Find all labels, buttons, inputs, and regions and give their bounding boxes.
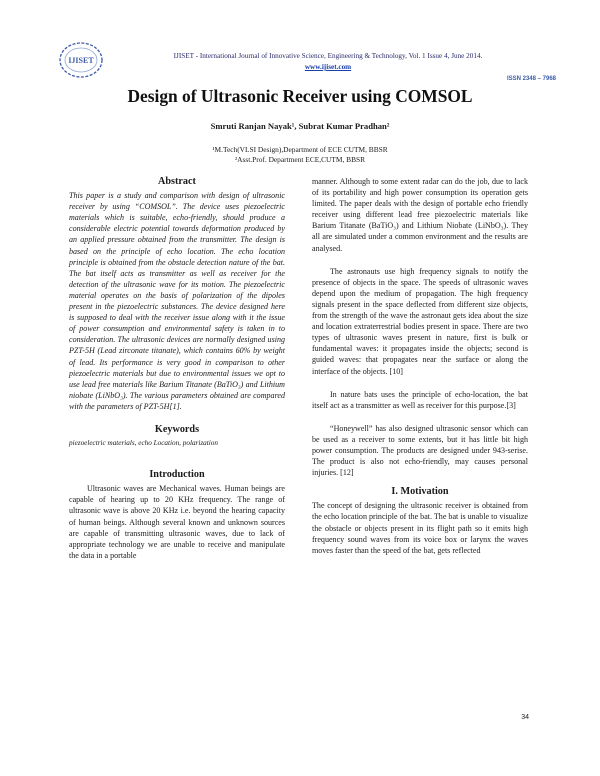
affiliation-2: ²Asst.Prof. Department ECE,CUTM, BBSR [234,155,366,164]
page-number: 34 [521,714,529,721]
abstract-text: This paper is a study and comparison with design of ultrasonic receiver by using “COMSOL”. The device uses piezoelectric materials which is suitable, echo-friendly, should produce a considerable electric potential towards deformation produced by an applied pressure obtained from the transmitter. The design is based on the principle of echo location. The echo location principle is obtained from the obstacle detection nature of the bat. The bat itself acts as transmitter as well as receiver for the detection of the ultrasonic wave for its motion. The piezoelectric material operates on the basis of polarization of the dipoles present in the piezoelectric substances. The device designed here is supposed to deal with the receiver issue along with it the issue of power consumption and environmental safety is taken in to consideration. The ultrasonic devices are normally designed using PZT-5H (Lead zirconate titanate), which contains 60% by weight of lead. Its performance is very good in comparison to other piezoelectric materials but due to environmental issues we opt to use lead free materials like Barium Titanate (BaTiO₃) and Lithium niobate (LiNbO₃). The various parameters obtained are compared with the parameters of PZT-5H[1]. [69,191,285,411]
issn-label: ISSN 2348 – 7968 [506,76,556,82]
motivation-text: The concept of designing the ultrasonic receiver is obtained from the echo location principle of the bat. The bat is unable to visualize the obstacle or objects present in its flight path so it emits high frequency sound waves from its voice box or larynx the waves moves faster than the speed of the bat, gets reflected [312,501,528,555]
journal-url-link[interactable]: www.ijiset.com [304,63,352,71]
logo-emblem-icon [58,40,104,80]
paper-title: Design of Ultrasonic Receiver using COMSOL [127,86,473,106]
journal-citation: IJISET - International Journal of Innovative Science, Engineering & Technology, Vol. 1 Issue 4, June 2014. [173,52,483,60]
journal-logo [58,40,104,80]
motivation-heading: I. Motivation [391,486,449,498]
logo-text: IJISET [68,56,94,65]
right-paragraph-4: “Honeywell” has also designed ultrasonic sensor which can be used as a receiver to some extents, but it has little bit high power consumption. The products are designed under 943-serise. The product is also not echo-friendly, may causes personal injuries. [12] [312,423,528,478]
abstract-heading: Abstract [158,176,196,187]
right-column [312,176,528,556]
introduction-heading: Introduction [149,469,205,481]
paper-authors: Smruti Ranjan Nayak¹, Subrat Kumar Pradhan² [210,121,390,131]
right-paragraph-3: In nature bats uses the principle of echo-location, the bat itself act as a transmitter as well as receiver for this purpose.[3] [312,389,528,410]
introduction-text: Ultrasonic waves are Mechanical waves. Human beings are capable of hearing up to 20 KHz frequency. The range of ultrasonic wave is above 20 KHz i.e. beyond the hearing capacity of human beings. Although several known and unknown sources are capable of transmitting ultrasonic waves, due to lack of appropriate technology we are unable to receive and manipulate the data in a portable [69,484,285,560]
left-column [69,176,285,561]
right-paragraph-2: The astronauts use high frequency signals to notify the presence of objects in the space. The speeds of ultrasonic waves depend upon the medium of propagation. The high frequency signals present in the space deflected from different size objects, from the strength of the wave the astronaut gets idea about the size and location extraterrestrial bodies present in space. There are two types of ultrasonic waves present in nature, first is bulk or fundamental waves: it propagates inside the objects; second is guided waves: that propagates near the surface or along the interface of the objects. [10] [312,266,528,376]
keywords-heading: Keywords [154,423,200,435]
right-paragraph-1: manner. Although to some extent radar can do the job, due to lack of its portability and high power consumption its operation gets limited. The paper deals with the design of portable echo friendly receiver using different lead free piezoelectric materials like Barium Titanate (BaTiO₃) and Lithium Niobate (LiNbO₃). They all are simulated under a common environment and the results are analysed. [312,177,528,253]
affiliation-1: ¹M.Tech(VLSI Design),Department of ECE CUTM, BBSR [212,145,388,154]
keywords-text: piezoelectric materials, echo Location, polarization [69,439,218,448]
